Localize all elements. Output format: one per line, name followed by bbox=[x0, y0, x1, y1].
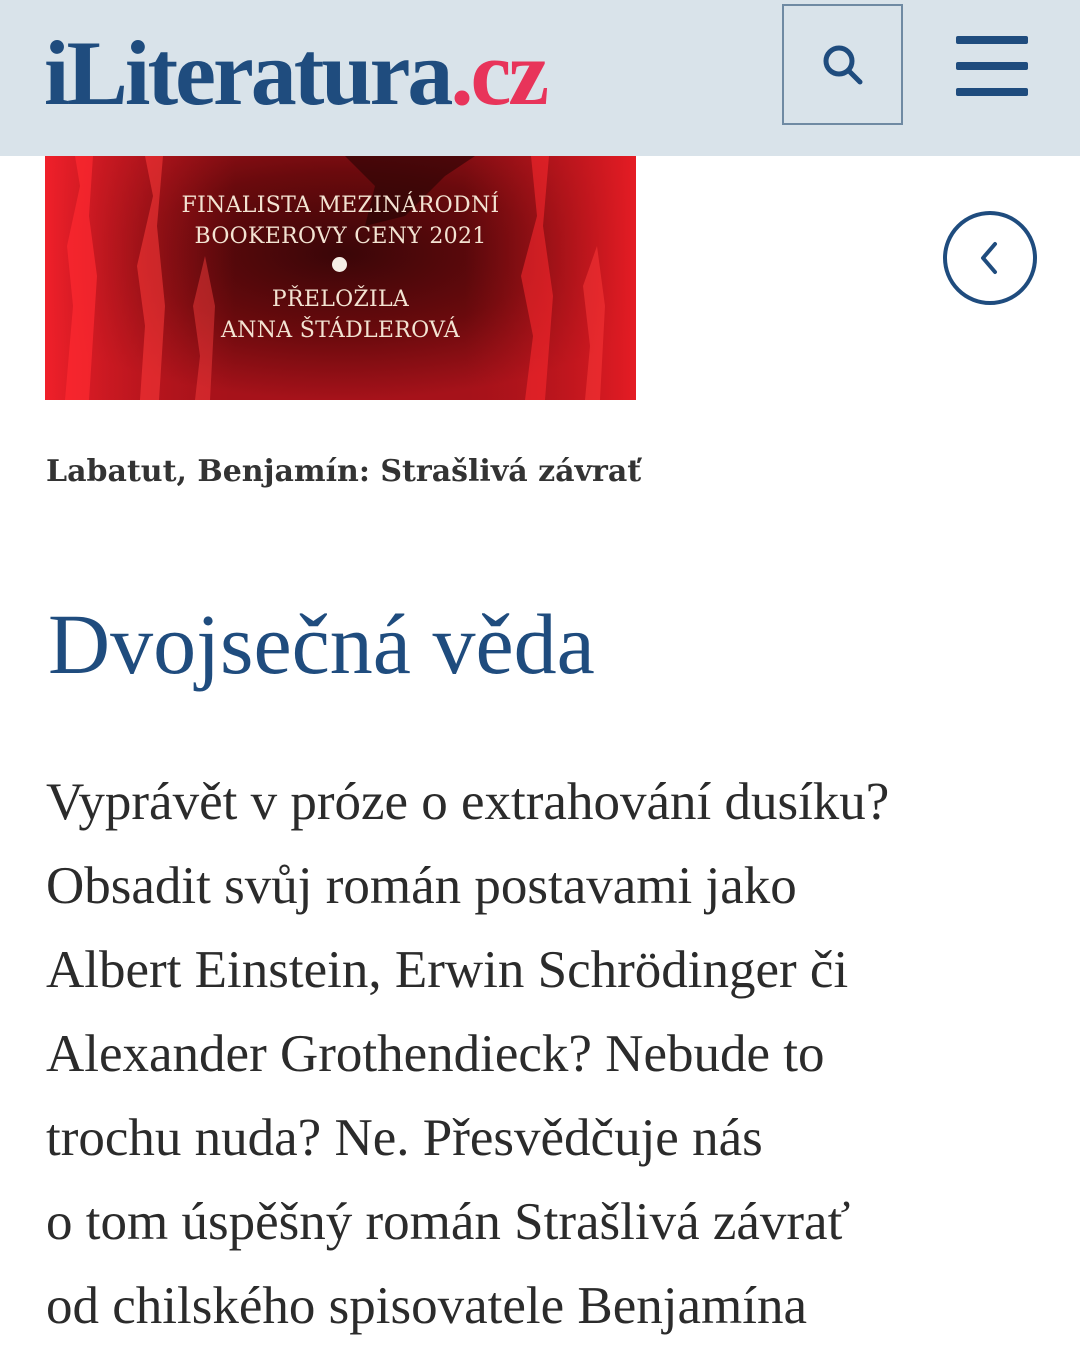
perex-line: Albert Einstein, Erwin Schrödinger či bbox=[46, 941, 849, 999]
perex-line: Vyprávět v próze o extrahování dusíku? bbox=[46, 773, 890, 831]
search-button[interactable] bbox=[782, 4, 903, 125]
logo-tld-text: .cz bbox=[450, 22, 547, 124]
cover-award-line-1: FINALISTA MEZINÁRODNÍ bbox=[181, 193, 500, 218]
site-header bbox=[0, 0, 1080, 156]
back-button[interactable] bbox=[943, 211, 1037, 305]
perex-line: Alexander Grothendieck? Nebude to bbox=[46, 1025, 825, 1083]
perex-line: o tom úspěšný román Strašlivá závrať bbox=[46, 1193, 851, 1251]
chevron-left-icon bbox=[975, 238, 1005, 278]
article-title: Dvojsečná věda bbox=[48, 596, 595, 692]
site-logo[interactable] bbox=[44, 18, 546, 128]
cover-translator-name: ANNA ŠTÁDLEROVÁ bbox=[220, 318, 460, 343]
menu-button[interactable] bbox=[952, 34, 1032, 102]
cover-award-line-2: BOOKEROVY CENY 2021 bbox=[194, 224, 487, 249]
perex-line: od chilského spisovatele Benjamína bbox=[46, 1277, 807, 1335]
cover-translator-label: PŘELOŽILA bbox=[271, 287, 410, 312]
book-caption: Labatut, Benjamín: Strašlivá závrať bbox=[46, 454, 642, 489]
article-perex bbox=[46, 760, 1056, 1348]
perex-line: Obsadit svůj román postavami jako bbox=[46, 857, 797, 915]
logo-main-text: iLiteratura bbox=[44, 22, 451, 124]
perex-line: trochu nuda? Ne. Přesvědčuje nás bbox=[46, 1109, 763, 1167]
book-cover-image bbox=[45, 156, 636, 400]
cover-bullet-dot bbox=[332, 257, 347, 272]
search-icon bbox=[820, 42, 866, 88]
